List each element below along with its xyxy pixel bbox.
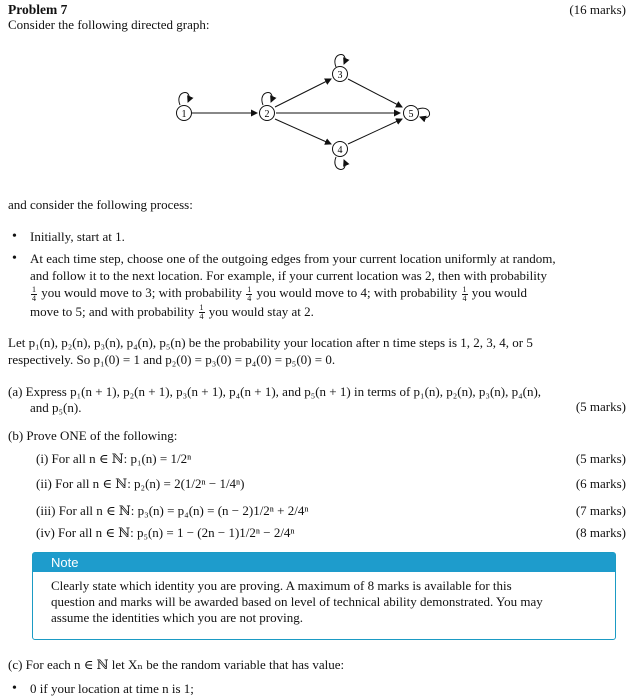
note-body: Clearly state which identity you are proving. A maximum of 8 marks is available for this question and marks will be awarded based on level of technical ability demonstrated. You may assume the identities which you are not proving. [51, 578, 543, 625]
edge-4-5 [348, 119, 402, 144]
bullet-icon: • [12, 229, 17, 244]
identity-iv: (iv) For all n ∈ ℕ: p₅(n) = 1 − (2n − 1)1/2ⁿ − 2/4ⁿ [36, 525, 295, 540]
part-a-marks: (5 marks) [575, 399, 626, 414]
node-3 [333, 67, 348, 82]
self-loop-1 [179, 93, 189, 105]
node-5 [404, 106, 419, 121]
identity-iv-marks: (8 marks) [575, 525, 626, 540]
node-1 [177, 106, 192, 121]
part-a-line-2: and p₅(n). [30, 400, 82, 415]
bullet-step-rule: • At each time step, choose one of the outgoing edges from your current location uniformly at random, and follow it to the next location. For example, if your current location was 2, then with probability $\frac{1}{4}$ you would move to 3; with probability $\frac{1}{4}$ you would move to 4; with probability $\frac{1}{4}$ you would move to 5; and with probability $\frac{1}{4}$ you would stay at 2. [12, 251, 556, 322]
fraction-one-quarter: $\frac{1}{4}$ [462, 284, 467, 303]
fraction-one-quarter: $\frac{1}{4}$ [247, 284, 252, 303]
identity-iii-marks: (7 marks) [575, 503, 626, 518]
svg-text:1: 1 [181, 109, 187, 120]
note-box [32, 552, 616, 640]
identity-ii-marks: (6 marks) [575, 476, 626, 491]
edge-2-4 [275, 119, 331, 144]
identity-i: (i) For all n ∈ ℕ: p₁(n) = 1/2ⁿ [36, 451, 192, 466]
directed-graph [160, 42, 450, 177]
part-c-line-1: (c) For each n ∈ ℕ let Xₙ be the random variable that has value: [8, 657, 345, 672]
bullet-icon: • [12, 681, 17, 696]
note-header: Note [33, 553, 615, 572]
bullet-icon: • [12, 251, 17, 266]
svg-text:3: 3 [337, 70, 343, 81]
process-intro: and consider the following process: [8, 197, 193, 212]
svg-text:4: 4 [337, 145, 343, 156]
definition-line-2: respectively. So p₁(0) = 1 and p₂(0) = p₃(0) = p₄(0) = p₅(0) = 0. [8, 352, 336, 367]
self-loop-2 [262, 93, 272, 105]
edge-3-5 [348, 79, 402, 107]
identity-iii: (iii) For all n ∈ ℕ: p₃(n) = p₄(n) = (n − 2)1/2ⁿ + 2/4ⁿ [36, 503, 309, 518]
problem-title: Problem 7 [8, 2, 68, 17]
graph-intro: Consider the following directed graph: [8, 17, 210, 32]
node-4 [333, 142, 348, 157]
identity-i-marks: (5 marks) [575, 451, 626, 466]
bullet-initial: • Initially, start at 1. [12, 229, 125, 244]
self-loop-5 [418, 108, 430, 118]
fraction-one-quarter: $\frac{1}{4}$ [32, 284, 36, 303]
fraction-one-quarter: $\frac{1}{4}$ [199, 303, 204, 322]
node-2 [260, 106, 275, 121]
definition-line-1: Let p₁(n), p₂(n), p₃(n), p₄(n), p₅(n) be the probability your location after n time steps is 1, 2, 3, 4, or 5 [8, 335, 533, 350]
total-marks: (16 marks) [569, 2, 626, 17]
part-a-line-1: (a) Express p₁(n + 1), p₂(n + 1), p₃(n + 1), p₄(n + 1), and p₅(n + 1) in terms of p₁(n), p₂(n), p₃(n), p₄(n), [8, 384, 542, 399]
part-b-heading: (b) Prove ONE of the following: [8, 428, 178, 443]
edge-2-3 [275, 79, 331, 107]
self-loop-3 [335, 55, 345, 67]
self-loop-4 [335, 157, 345, 169]
svg-text:5: 5 [408, 109, 414, 120]
part-c-bullet-1: • 0 if your location at time n is 1; [12, 681, 194, 696]
svg-text:2: 2 [264, 109, 270, 120]
identity-ii: (ii) For all n ∈ ℕ: p₂(n) = 2(1/2ⁿ − 1/4ⁿ) [36, 476, 245, 491]
